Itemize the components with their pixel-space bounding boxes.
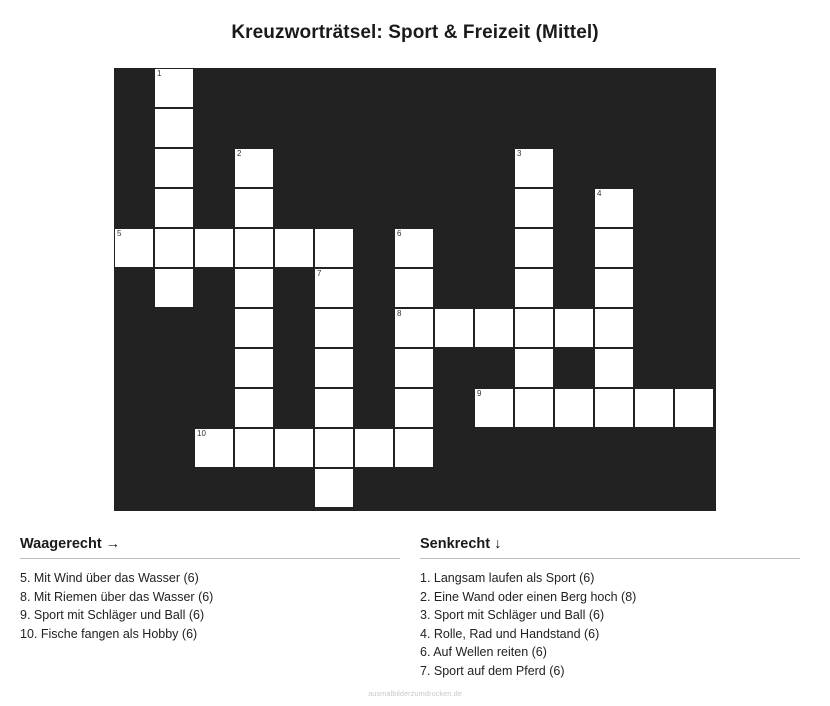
cell-number: 6: [397, 229, 402, 238]
clues-down-list: [420, 569, 800, 680]
footer-watermark: ausmalbilderzumdrucken.de: [368, 689, 462, 698]
cell-number: 9: [477, 389, 482, 398]
grid-cell[interactable]: [314, 268, 354, 308]
grid-cell[interactable]: [554, 308, 594, 348]
cell-number: 7: [317, 269, 322, 278]
grid-cell[interactable]: [394, 428, 434, 468]
grid-cell[interactable]: [234, 268, 274, 308]
clue-item: 4. Rolle, Rad und Handstand (6): [420, 626, 600, 641]
grid-cell[interactable]: [314, 428, 354, 468]
grid-cell[interactable]: [234, 428, 274, 468]
grid-cell[interactable]: [514, 308, 554, 348]
grid-cell[interactable]: [154, 268, 194, 308]
grid-cell[interactable]: [274, 428, 314, 468]
grid-cell[interactable]: [394, 348, 434, 388]
grid-cell[interactable]: [594, 228, 634, 268]
grid-cell[interactable]: [594, 348, 634, 388]
grid-cell[interactable]: [514, 148, 554, 188]
grid-cell[interactable]: [154, 228, 194, 268]
grid-cell[interactable]: [514, 268, 554, 308]
grid-cell[interactable]: [234, 388, 274, 428]
grid-cell[interactable]: [434, 308, 474, 348]
clues-across: [20, 536, 400, 680]
clue-item: 9. Sport mit Schläger und Ball (6): [20, 608, 205, 622]
grid-cell[interactable]: [674, 388, 714, 428]
clue-item: 6. Auf Wellen reiten (6): [420, 645, 547, 659]
grid-cell[interactable]: [234, 148, 274, 188]
cell-number: 4: [597, 189, 602, 198]
clues-section: [20, 536, 810, 680]
grid-cell[interactable]: [554, 388, 594, 428]
clues-across-heading: Waagerecht →: [20, 536, 400, 559]
page-title: Kreuzworträtsel: Sport & Freizeit (Mittel): [231, 22, 599, 43]
grid-cell[interactable]: [514, 188, 554, 228]
clue-item: 1. Langsam laufen als Sport (6): [420, 571, 595, 585]
grid-cell[interactable]: [154, 148, 194, 188]
grid-cell[interactable]: [314, 228, 354, 268]
grid-cell[interactable]: [114, 228, 154, 268]
grid-cell[interactable]: [154, 188, 194, 228]
grid-cell[interactable]: [594, 188, 634, 228]
clue-item: 2. Eine Wand oder einen Berg hoch (8): [420, 589, 637, 604]
grid-cell[interactable]: [594, 388, 634, 428]
grid-cell[interactable]: [154, 68, 194, 108]
clues-down-heading: Senkrecht ↓: [420, 536, 800, 559]
cell-number: 8: [397, 309, 402, 318]
grid-cell[interactable]: [634, 388, 674, 428]
cell-number: 3: [517, 149, 522, 158]
clue-item: 5. Mit Wind über das Wasser (6): [20, 571, 199, 585]
clue-item: 10. Fische fangen als Hobby (6): [20, 626, 198, 641]
cell-number: 5: [117, 229, 122, 238]
crossword-grid-inner: [114, 68, 716, 511]
grid-cell[interactable]: [394, 308, 434, 348]
grid-cell[interactable]: [194, 428, 234, 468]
clue-item: 3. Sport mit Schläger und Ball (6): [420, 608, 605, 622]
grid-cell[interactable]: [314, 348, 354, 388]
grid-cell[interactable]: [594, 268, 634, 308]
grid-cell[interactable]: [594, 308, 634, 348]
grid-cell[interactable]: [314, 468, 354, 508]
grid-cell[interactable]: [354, 428, 394, 468]
grid-cell[interactable]: [394, 268, 434, 308]
grid-cell[interactable]: [234, 188, 274, 228]
grid-cell[interactable]: [234, 228, 274, 268]
grid-cell[interactable]: [514, 388, 554, 428]
clue-item: 7. Sport auf dem Pferd (6): [420, 663, 565, 678]
grid-cell[interactable]: [274, 228, 314, 268]
grid-cell[interactable]: [474, 308, 514, 348]
cell-number: 1: [157, 69, 162, 78]
grid-cell[interactable]: [394, 388, 434, 428]
grid-cell[interactable]: [194, 228, 234, 268]
grid-cell[interactable]: [154, 108, 194, 148]
grid-cell[interactable]: [514, 348, 554, 388]
grid-cell[interactable]: [394, 228, 434, 268]
grid-cell[interactable]: [514, 228, 554, 268]
clue-item: 8. Mit Riemen über das Wasser (6): [20, 589, 214, 604]
grid-cell[interactable]: [314, 388, 354, 428]
clues-down: [420, 536, 800, 680]
grid-cell[interactable]: [234, 348, 274, 388]
grid-cell[interactable]: [234, 308, 274, 348]
grid-cell[interactable]: [314, 308, 354, 348]
crossword-grid: [114, 68, 716, 511]
cell-number: 10: [197, 429, 206, 438]
cell-number: 2: [237, 149, 242, 158]
clues-across-list: [20, 569, 400, 643]
grid-cell[interactable]: [474, 388, 514, 428]
